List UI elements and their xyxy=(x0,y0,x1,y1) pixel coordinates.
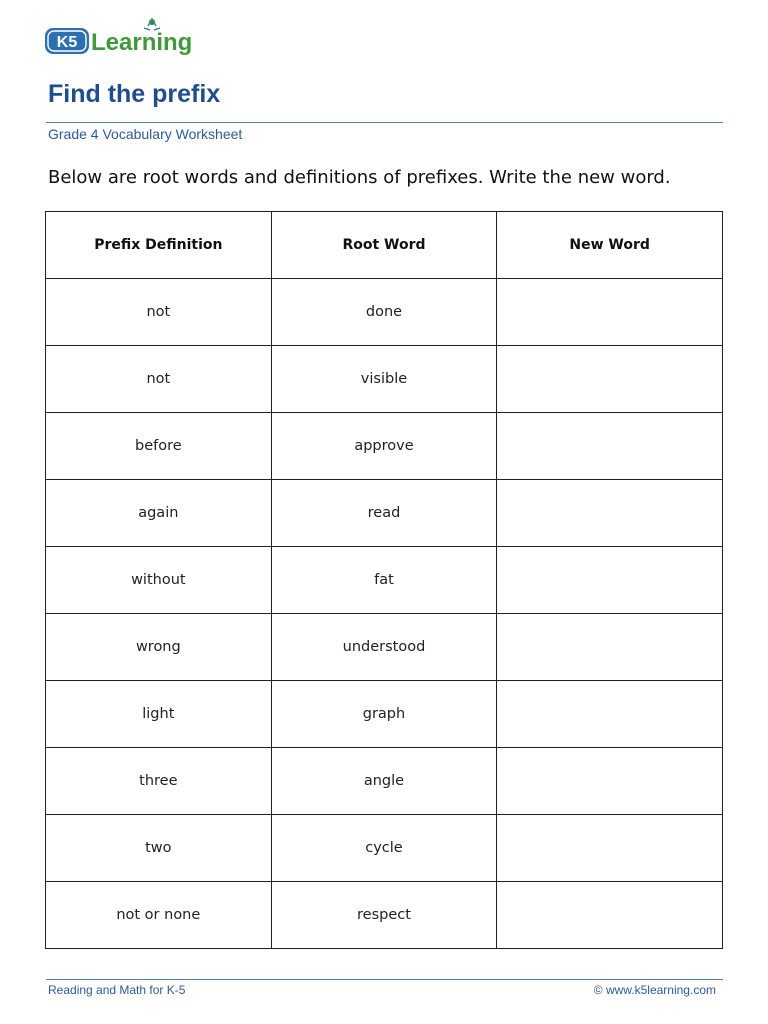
prefix-definition-cell: not xyxy=(46,346,272,413)
new-word-answer-cell[interactable] xyxy=(497,547,723,614)
table-header-row xyxy=(46,212,723,279)
column-header-prefix-definition: Prefix Definition xyxy=(46,212,272,279)
footer-website-link[interactable]: © www.k5learning.com xyxy=(593,983,716,997)
table-row xyxy=(46,346,723,413)
table-row xyxy=(46,614,723,681)
new-word-answer-cell[interactable] xyxy=(497,413,723,480)
prefix-definition-cell: three xyxy=(46,748,272,815)
new-word-answer-cell[interactable] xyxy=(497,480,723,547)
root-word-cell: visible xyxy=(271,346,497,413)
table-row xyxy=(46,815,723,882)
column-header-root-word: Root Word xyxy=(271,212,497,279)
k5-learning-logo xyxy=(44,16,212,58)
root-word-cell: understood xyxy=(271,614,497,681)
new-word-answer-cell[interactable] xyxy=(497,279,723,346)
column-header-new-word: New Word xyxy=(497,212,723,279)
root-word-cell: done xyxy=(271,279,497,346)
table-row xyxy=(46,748,723,815)
worksheet-subtitle: Grade 4 Vocabulary Worksheet xyxy=(48,126,243,142)
prefix-definition-cell: light xyxy=(46,681,272,748)
table-row xyxy=(46,681,723,748)
root-word-cell: read xyxy=(271,480,497,547)
prefix-definition-cell: not or none xyxy=(46,882,272,949)
prefix-definition-cell: without xyxy=(46,547,272,614)
prefix-definition-cell: two xyxy=(46,815,272,882)
page-title: Find the prefix xyxy=(48,80,221,108)
prefix-definition-cell: not xyxy=(46,279,272,346)
footer-divider xyxy=(46,979,723,980)
new-word-answer-cell[interactable] xyxy=(497,882,723,949)
prefix-definition-cell: before xyxy=(46,413,272,480)
table-row xyxy=(46,547,723,614)
footer-tagline: Reading and Math for K-5 xyxy=(48,983,186,997)
root-word-cell: respect xyxy=(271,882,497,949)
prefix-definition-cell: again xyxy=(46,480,272,547)
title-divider xyxy=(46,122,723,123)
table-row xyxy=(46,480,723,547)
root-word-cell: fat xyxy=(271,547,497,614)
root-word-cell: approve xyxy=(271,413,497,480)
root-word-cell: graph xyxy=(271,681,497,748)
new-word-answer-cell[interactable] xyxy=(497,681,723,748)
root-word-cell: cycle xyxy=(271,815,497,882)
root-word-cell: angle xyxy=(271,748,497,815)
svg-text:K5: K5 xyxy=(56,34,78,51)
instructions-text: Below are root words and definitions of prefixes. Write the new word. xyxy=(48,167,671,188)
logo-badge xyxy=(45,28,89,54)
table-row xyxy=(46,279,723,346)
svg-text:Learning: Learning xyxy=(91,29,193,56)
new-word-answer-cell[interactable] xyxy=(497,346,723,413)
prefix-definition-cell: wrong xyxy=(46,614,272,681)
new-word-answer-cell[interactable] xyxy=(497,815,723,882)
table-row xyxy=(46,882,723,949)
table-row xyxy=(46,413,723,480)
new-word-answer-cell[interactable] xyxy=(497,748,723,815)
new-word-answer-cell[interactable] xyxy=(497,614,723,681)
prefix-worksheet-table xyxy=(45,211,723,949)
